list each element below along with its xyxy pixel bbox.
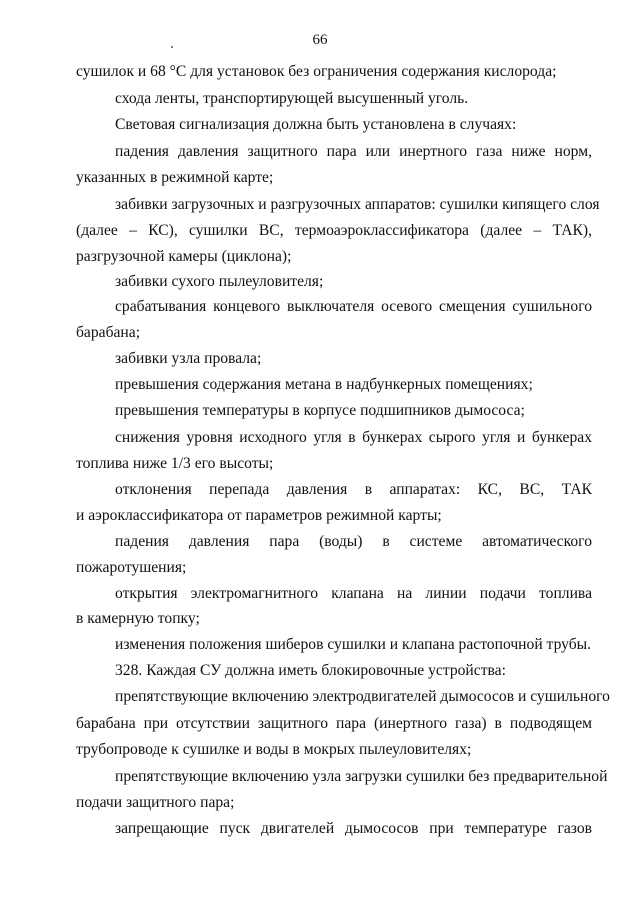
text-line: забивки загрузочных и разгрузочных аппаратов: сушилки кипящего слоя: [115, 196, 600, 213]
text-line: указанных в режимной карте;: [76, 169, 274, 186]
text-line: падения давления пара (воды) в системе автоматического: [115, 533, 592, 550]
text-line: открытия электромагнитного клапана на линии подачи топлива: [115, 585, 592, 602]
scan-speck: [171, 46, 173, 48]
page-number: 66: [312, 32, 328, 48]
text-line: барабана при отсутствии защитного пара (инертного газа) в подводящем: [76, 715, 592, 732]
text-line: в камерную топку;: [76, 610, 200, 627]
text-line: падения давления защитного пара или инертного газа ниже норм,: [115, 143, 592, 160]
text-line: пожаротушения;: [76, 559, 187, 576]
text-line: (далее – КС), сушилки ВС, термоаэроклассификатора (далее – ТАК),: [76, 222, 592, 239]
text-line: препятствующие включению электродвигателей дымососов и сушильного: [115, 688, 610, 705]
text-line: превышения содержания метана в надбункерных помещениях;: [115, 376, 533, 393]
text-line: препятствующие включению узла загрузки сушилки без предварительной: [115, 768, 608, 785]
text-line: топлива ниже 1/3 его высоты;: [76, 455, 274, 472]
text-line: запрещающие пуск двигателей дымососов при температуре газов: [115, 820, 592, 837]
text-line: отклонения перепада давления в аппаратах: КС, ВС, ТАК: [115, 481, 592, 498]
text-line: трубопроводе к сушилке и воды в мокрых пылеуловителях;: [76, 741, 472, 758]
text-line: срабатывания концевого выключателя осевого смещения сушильного: [115, 298, 592, 315]
text-line: снижения уровня исходного угля в бункерах сырого угля и бункерах: [115, 429, 592, 446]
text-line: 328. Каждая СУ должна иметь блокировочные устройства:: [115, 662, 506, 679]
text-line: барабана;: [76, 324, 141, 341]
text-line: забивки узла провала;: [115, 350, 262, 367]
text-line: схода ленты, транспортирующей высушенный уголь.: [115, 90, 469, 107]
text-line: превышения температуры в корпусе подшипников дымососа;: [115, 402, 525, 419]
text-line: и аэроклассификатора от параметров режимной карты;: [76, 507, 442, 524]
text-line: Световая сигнализация должна быть установлена в случаях:: [115, 116, 517, 133]
text-line: подачи защитного пара;: [76, 794, 235, 811]
text-line: сушилок и 68 °С для установок без ограничения содержания кислорода;: [76, 63, 557, 80]
text-line: разгрузочной камеры (циклона);: [76, 248, 292, 265]
text-line: забивки сухого пылеуловителя;: [115, 273, 324, 290]
text-line: изменения положения шиберов сушилки и клапана растопочной трубы.: [115, 636, 592, 653]
